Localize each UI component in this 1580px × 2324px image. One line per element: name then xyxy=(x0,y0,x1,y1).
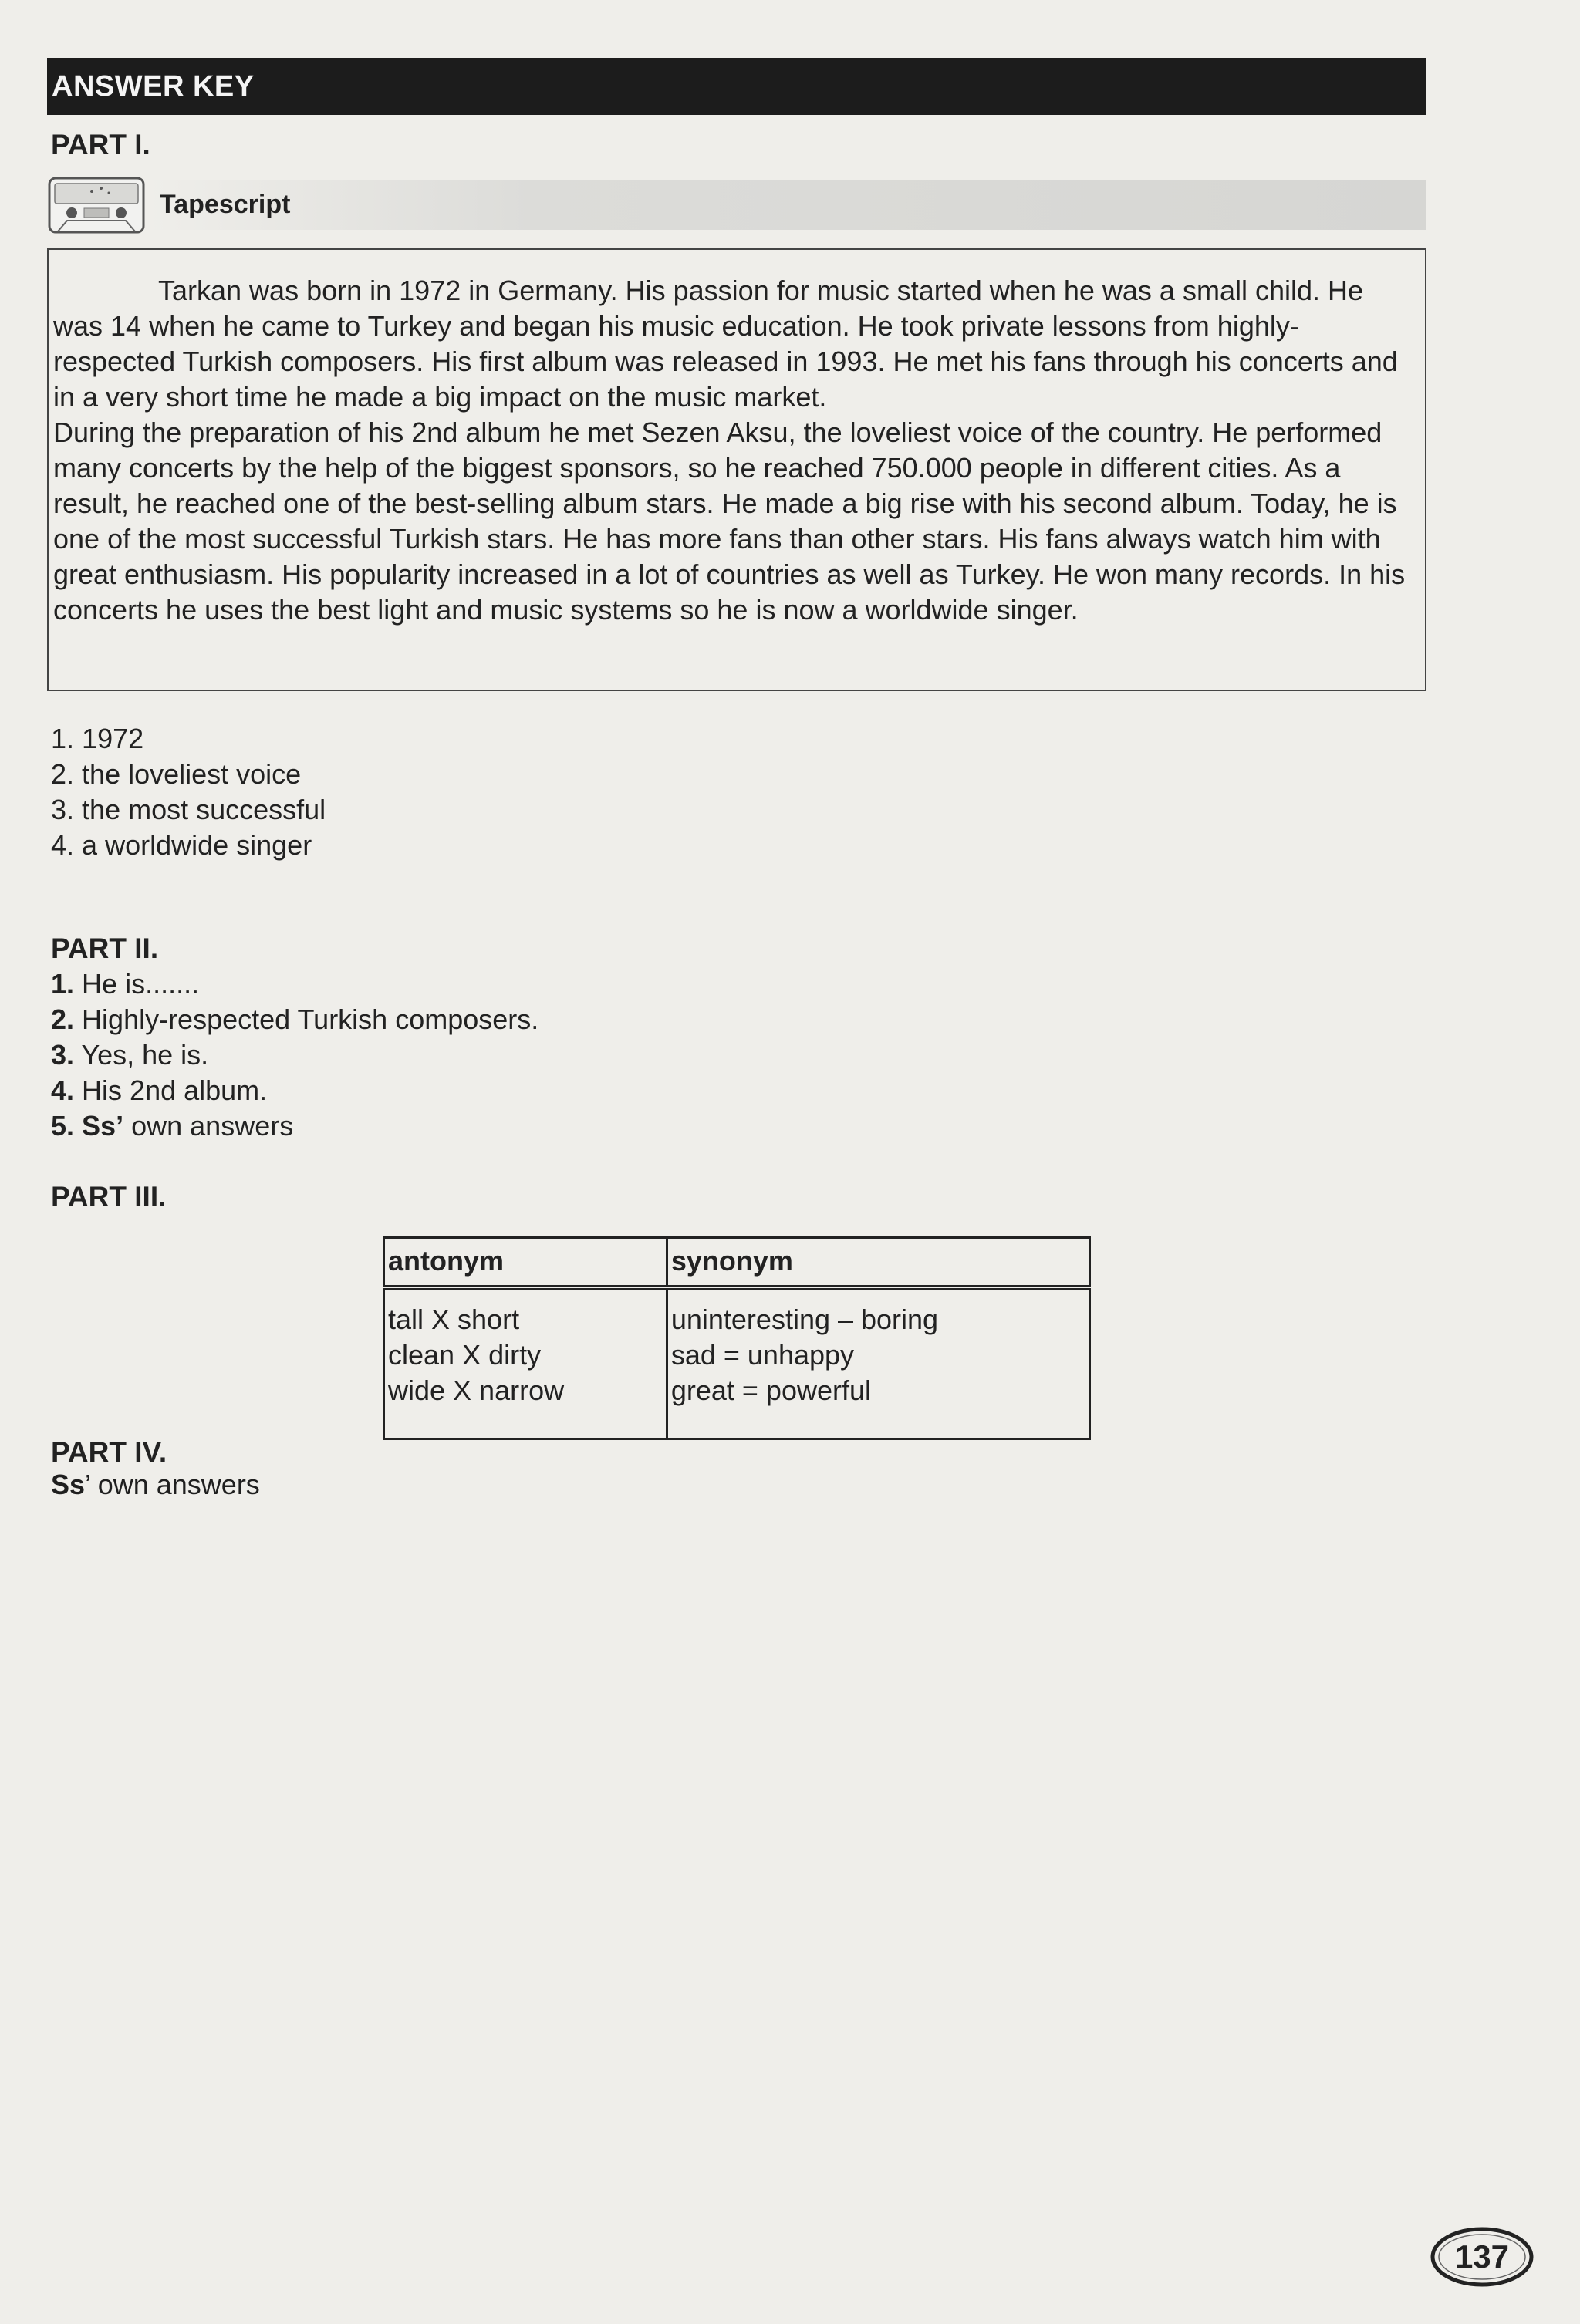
header-title: ANSWER KEY xyxy=(52,69,255,103)
list-item: 3. the most successful xyxy=(51,794,326,825)
part4-answer: Ss’ own answers xyxy=(51,1469,260,1500)
table-row xyxy=(384,1287,1090,1439)
list-item: 1. He is....... xyxy=(51,968,200,1000)
tapescript-paragraph-1: Tarkan was born in 1972 in Germany. His passion for music started when he was a small child. He was 14 when he came to Turkey and began his music education. He took private lessons from highly-respected Turkish composers. His first album was released in 1993. He met his fans through his concerts and in a very short time he made a big impact on the music market. xyxy=(53,275,1398,413)
antonym-pair: tall X short xyxy=(388,1304,520,1335)
antonym-column-header: antonym xyxy=(384,1238,667,1288)
synonym-cell xyxy=(667,1287,1089,1439)
list-item: 5. Ss’ own answers xyxy=(51,1110,294,1142)
list-item: 2. Highly-respected Turkish composers. xyxy=(51,1003,539,1035)
answer-key-header xyxy=(47,58,1426,115)
page-number: 137 xyxy=(1454,2238,1510,2275)
page-number-badge xyxy=(1428,2225,1536,2289)
tapescript-heading xyxy=(47,176,1426,238)
tapescript-paragraph-2: During the preparation of his 2nd album he met Sezen Aksu, the loveliest voice of the country. He performed many concerts by the help of the biggest sponsors, so he reached 750.000 people in different cities. As a result, he reached one of the best-selling album stars. He made a big rise with his second album. Today, he is one of the most successful Turkish stars. He has more fans than other stars. His fans always watch him with great enthusiasm. His popularity increased in a lot of countries as well as Turkey. He won many records. In his concerts he uses the best light and music systems so he is now a worldwide singer. xyxy=(53,417,1406,626)
antonym-pair: clean X dirty xyxy=(388,1339,542,1371)
list-item: 2. the loveliest voice xyxy=(51,758,302,790)
part4-title: PART IV. xyxy=(51,1436,167,1468)
antonym-cell xyxy=(384,1287,667,1439)
list-item: 4. His 2nd album. xyxy=(51,1074,268,1106)
tapescript-heading-strip xyxy=(147,180,1426,230)
antonym-synonym-table xyxy=(383,1236,1091,1440)
tapescript-label: Tapescript xyxy=(160,190,291,219)
list-item: 3. Yes, he is. xyxy=(51,1039,209,1071)
synonym-pair: uninteresting – boring xyxy=(670,1304,939,1335)
part2-title: PART II. xyxy=(51,933,159,964)
part1-answer-list xyxy=(51,721,326,863)
antonym-pair: wide X narrow xyxy=(388,1374,565,1406)
part2-answer-list xyxy=(51,966,538,1144)
synonym-pair: sad = unhappy xyxy=(670,1339,855,1371)
list-item: 1. 1972 xyxy=(51,723,144,754)
table-header-row xyxy=(384,1238,1090,1288)
synonym-column-header: synonym xyxy=(667,1238,1089,1288)
part3-title: PART III. xyxy=(51,1181,167,1213)
part1-title: PART I. xyxy=(51,129,150,160)
synonym-pair: great = powerful xyxy=(670,1374,871,1406)
list-item: 4. a worldwide singer xyxy=(51,829,312,861)
tapescript-box xyxy=(47,248,1426,691)
cassette-tape-icon xyxy=(47,176,146,234)
